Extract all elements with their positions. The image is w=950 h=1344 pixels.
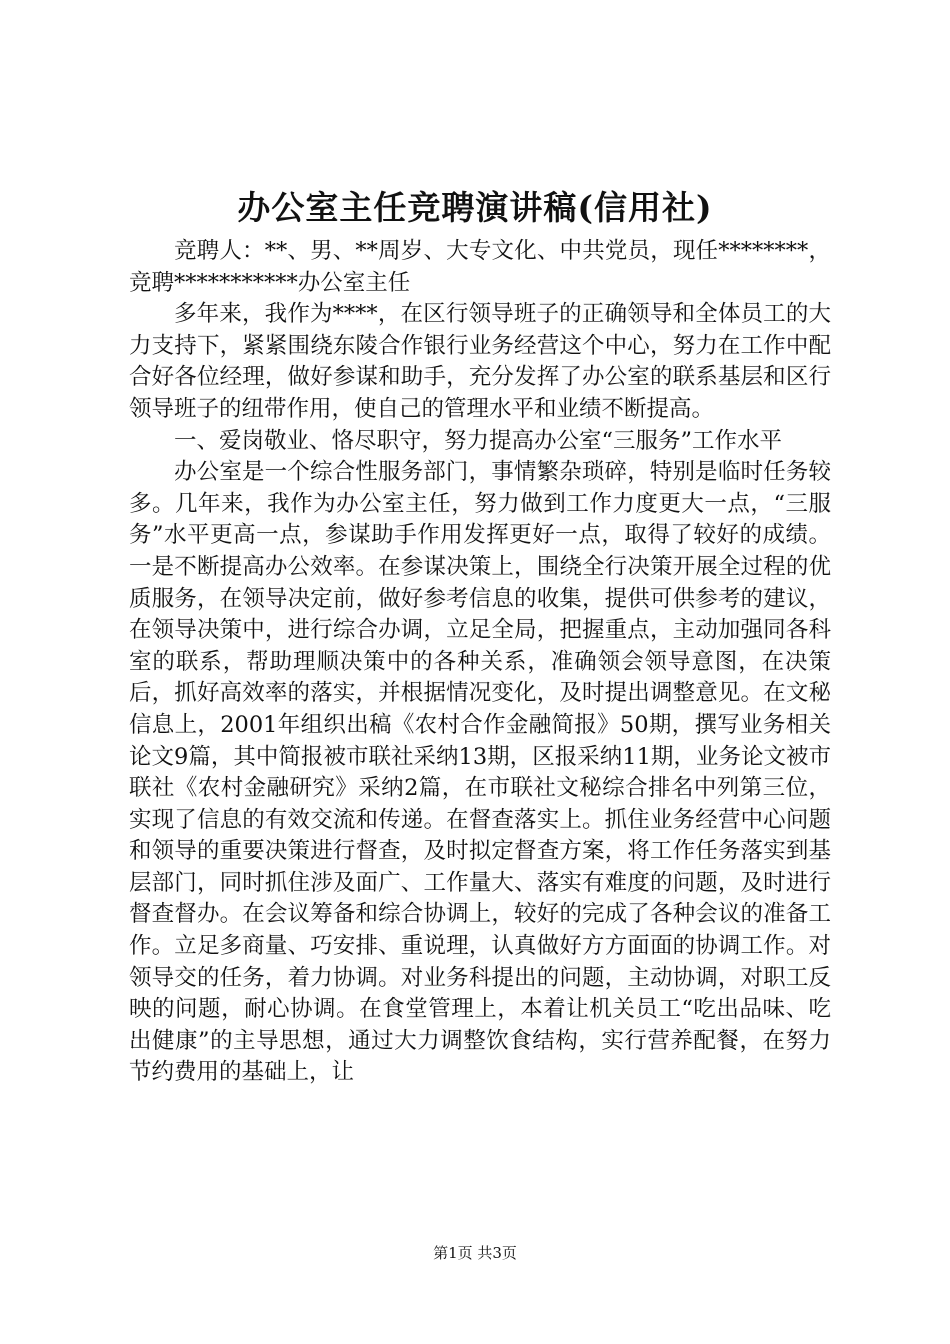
paragraph-section-1: 办公室是一个综合性服务部门，事情繁杂琐碎，特别是临时任务较多。几年来，我作为办公室主任，努力做到工作力度更大一点，“三服务”水平更高一点，参谋助手作用发挥更好一点，取得了较好的成绩。一是不断提高办公效率。在参谋决策上，围绕全行决策开展全过程的优质服务，在领导决定前，做好参考信息的收集，提供可供参考的建议，在领导决策中，进行综合办调，立足全局，把握重点，主动加强同各科室的联系，帮助理顺决策中的各种关系，准确领会领导意图，在决策后，抓好高效率的落实，并根据情况变化，及时提出调整意见。在文秘信息上，2001年组织出稿《农村合作金融简报》50期，撰写业务相关论文9篇，其中简报被市联社采纳13期，区报采纳11期，业务论文被市联社《农村金融研究》采纳2篇，在市联社文秘综合排名中列第三位，实现了信息的有效交流和传递。在督查落实上。抓住业务经营中心问题和领导的重要决策进行督查，及时拟定督查方案，将工作任务落实到基层部门，同时抓住涉及面广、工作量大、落实有难度的问题，及时进行督查督办。在会议筹备和综合协调上，较好的完成了各种会议的准备工作。立足多商量、巧安排、重说理，认真做好方方面面的协调工作。对领导交的任务，着力协调。对业务科提出的问题，主动协调，对职工反映的问题，耐心协调。在食堂管理上，本着让机关员工“吃出品味、吃出健康”的主导思想，通过大力调整饮食结构，实行营养配餐，在努力节约费用的基础上，让: [129, 459, 831, 1086]
paragraph-applicant-info: 竞聘人：**、男、**周岁、大专文化、中共党员，现任********，竞聘***********办公室主任: [129, 238, 831, 296]
document-body: [129, 236, 831, 1089]
paragraph-intro: 多年来，我作为****，在区行领导班子的正确领导和全体员工的大力支持下，紧紧围绕东陵合作银行业务经营这个中心，努力在工作中配合好各位经理，做好参谋和助手，充分发挥了办公室的联系基层和区行领导班子的纽带作用，使自己的管理水平和业绩不断提高。: [129, 301, 831, 422]
document-title: 办公室主任竞聘演讲稿(信用社): [237, 188, 713, 227]
page-number-footer: 第1页 共3页: [433, 1244, 517, 1262]
section-heading-1: 一、爱岗敬业、恪尽职守，努力提高办公室“三服务”工作水平: [174, 427, 783, 454]
